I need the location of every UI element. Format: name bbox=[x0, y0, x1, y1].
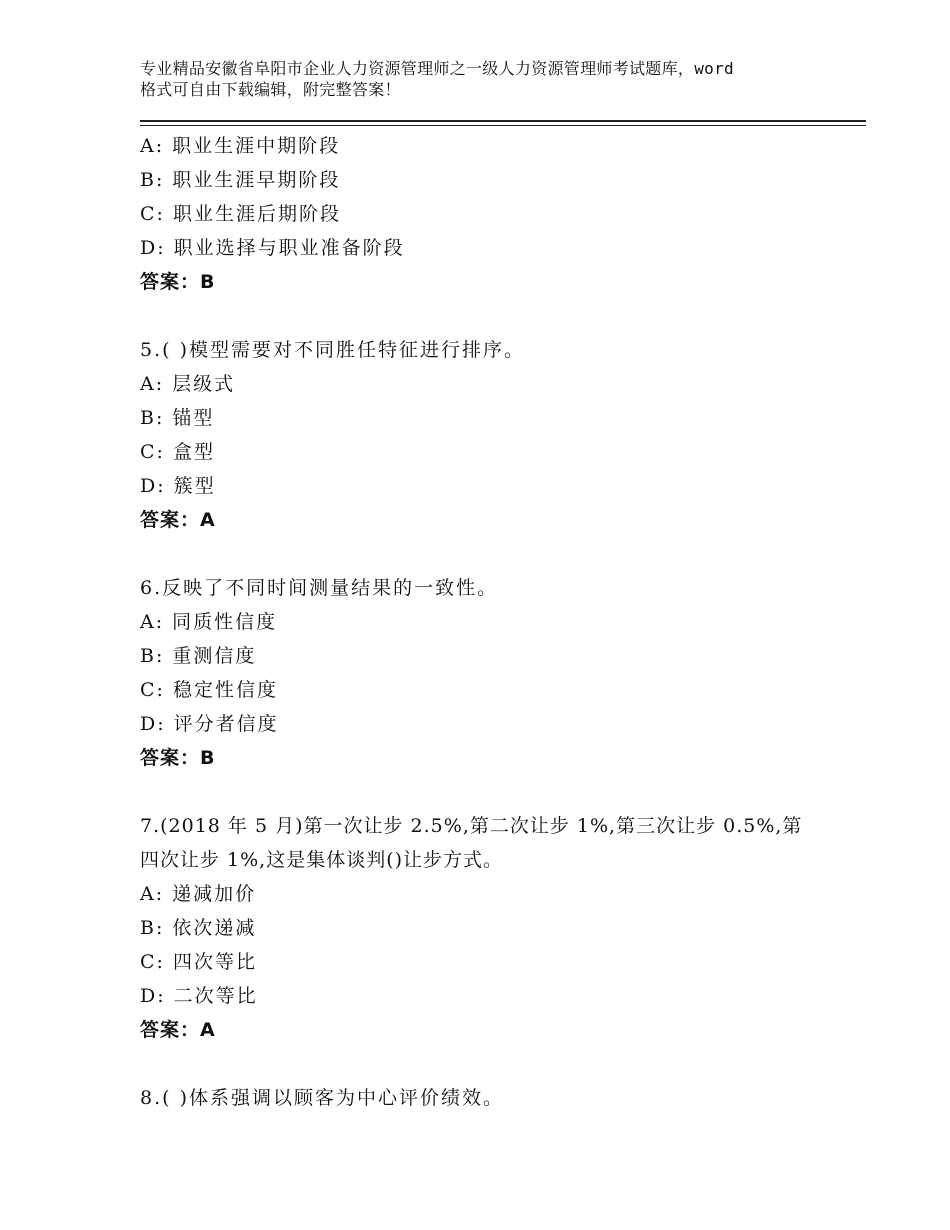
question-block-4 bbox=[140, 129, 820, 299]
question-stem: 8.( )体系强调以顾客为中心评价绩效。 bbox=[140, 1087, 504, 1109]
answer-line: 答案：B bbox=[140, 747, 216, 769]
option-a: A: 层级式 bbox=[140, 373, 236, 395]
question-stem-line-1: 7.(2018 年 5 月)第一次让步 2.5%,第二次让步 1%,第三次让步 0.5%,第 bbox=[140, 815, 803, 837]
answer-line: 答案：A bbox=[140, 509, 216, 531]
option-c: C: 盒型 bbox=[140, 441, 215, 463]
question-block-8 bbox=[140, 1081, 820, 1115]
option-d: D: 评分者信度 bbox=[140, 713, 279, 735]
header-line-1: 专业精品安徽省阜阳市企业人力资源管理师之一级人力资源管理师考试题库，word bbox=[140, 59, 734, 78]
option-c: C: 职业生涯后期阶段 bbox=[140, 203, 341, 225]
header-rule-thick bbox=[140, 120, 866, 122]
option-a: A: 职业生涯中期阶段 bbox=[140, 135, 341, 157]
document-body bbox=[140, 129, 820, 1115]
question-stem: 6.反映了不同时间测量结果的一致性。 bbox=[140, 577, 499, 599]
option-b: B: 依次递减 bbox=[140, 917, 257, 939]
option-a: A: 同质性信度 bbox=[140, 611, 278, 633]
question-stem: 5.( )模型需要对不同胜任特征进行排序。 bbox=[140, 339, 525, 361]
option-c: C: 四次等比 bbox=[140, 951, 257, 973]
question-stem-line-2: 四次让步 1%,这是集体谈判()让步方式。 bbox=[140, 849, 504, 871]
header-rule-thin bbox=[140, 125, 866, 126]
spacer bbox=[140, 1047, 820, 1081]
option-b: B: 重测信度 bbox=[140, 645, 257, 667]
option-a: A: 递减加价 bbox=[140, 883, 257, 905]
document-header bbox=[140, 58, 830, 100]
spacer bbox=[140, 299, 820, 333]
question-block-7 bbox=[140, 809, 820, 1047]
question-block-5 bbox=[140, 333, 820, 537]
option-d: D: 簇型 bbox=[140, 475, 216, 497]
header-line-2: 格式可自由下载编辑，附完整答案！ bbox=[140, 80, 401, 99]
spacer bbox=[140, 537, 820, 571]
option-d: D: 二次等比 bbox=[140, 985, 258, 1007]
question-block-6 bbox=[140, 571, 820, 775]
option-b: B: 职业生涯早期阶段 bbox=[140, 169, 341, 191]
answer-line: 答案：A bbox=[140, 1019, 216, 1041]
option-d: D: 职业选择与职业准备阶段 bbox=[140, 237, 405, 259]
option-b: B: 锚型 bbox=[140, 407, 215, 429]
option-c: C: 稳定性信度 bbox=[140, 679, 278, 701]
spacer bbox=[140, 775, 820, 809]
answer-line: 答案：B bbox=[140, 271, 216, 293]
